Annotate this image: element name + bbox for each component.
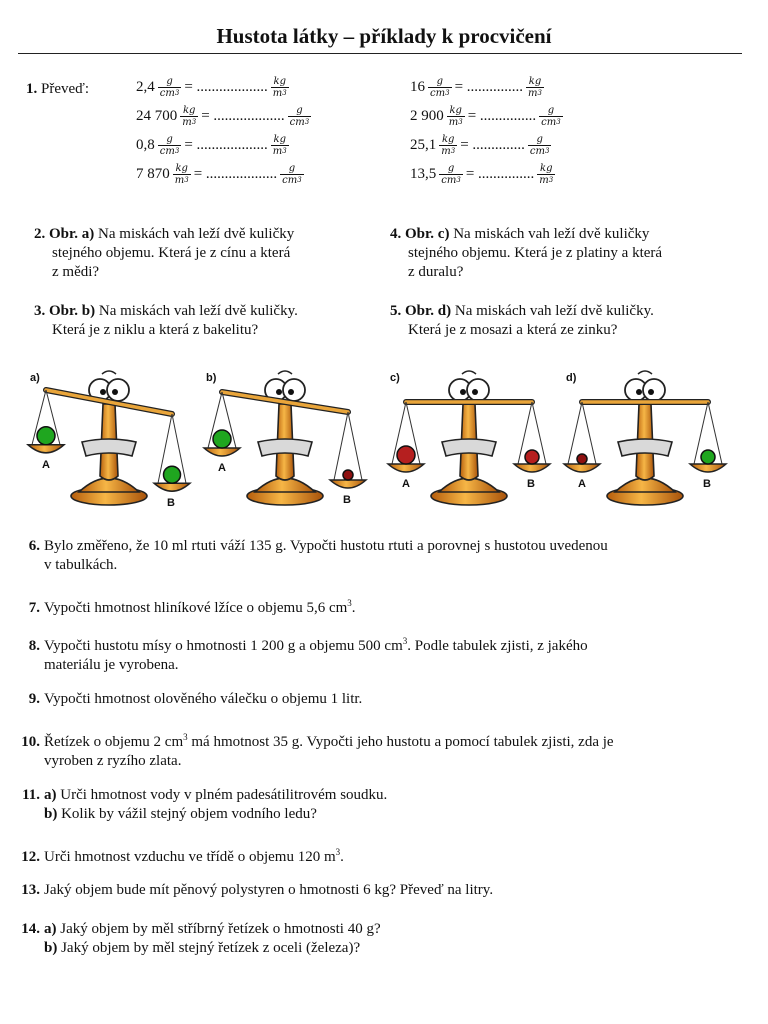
to-unit-fraction-numerator: kg [526,76,544,88]
task-6 [20,537,740,575]
from-unit-fraction-numerator: g [158,76,182,88]
conversion-value: 0,8 [136,136,155,153]
ball-a [37,427,55,445]
task-14-number: 14. [21,921,40,937]
from-unit-fraction-numerator: kg [447,105,465,117]
task-12-superscript: 3 [335,847,341,857]
from-unit-fraction [180,105,198,128]
to-unit-fraction [526,76,544,99]
q1-header [26,81,89,98]
task-6-line-1: Bylo změřeno, že 10 ml rtuti váží 135 g. Vypočti hustotu rtuti a porovnej s hustotou uvedenou [44,538,608,554]
question-4 [390,225,740,282]
conversion-value: 7 870 [136,165,170,182]
equals-sign: = [454,78,467,95]
to-unit-fraction [271,134,289,157]
task-9-line-1: Vypočti hmotnost olověného válečku o objemu 1 litr. [44,691,363,707]
task-7-superscript: 3 [347,598,352,608]
task-12 [20,843,740,867]
q4-text-2: stejného objemu. Která je z platiny a která [408,245,663,261]
balance-scale-drawing [200,364,370,514]
to-unit-fraction-numerator: kg [271,76,289,88]
task-9 [20,690,740,709]
title-rule [18,53,742,54]
from-unit-fraction-denominator: $m^3$ [174,175,189,186]
from-unit-fraction-numerator: kg [173,163,191,175]
question-5 [390,302,740,340]
to-unit-fraction-numerator: g [280,163,304,175]
q4-text-3: z duralu? [408,264,464,280]
answer-blank[interactable]: ............... [466,78,524,95]
q5-text-1: Na miskách vah leží dvě kuličky. [451,303,654,319]
q4-number: 4. [390,226,402,242]
task-13-line-1: Jaký objem bude mít pěnový polystyren o hmotnosti 6 kg? Převeď na litry. [44,882,494,898]
balance-figure [560,364,730,514]
equals-sign: = [460,136,473,153]
conversion-value: 16 [410,78,425,95]
to-unit-fraction-numerator: g [288,105,312,117]
ball-b [525,450,539,464]
q5-number: 5. [390,303,402,319]
task-10-superscript: 3 [183,732,188,742]
pan-label-b: B [343,494,351,506]
to-unit-fraction-numerator: kg [537,163,555,175]
to-unit-fraction [288,105,312,128]
task-11a-text: Urči hmotnost vody v plném padesátilitrovém soudku. [56,787,388,803]
conversion-value: 13,5 [410,165,437,182]
to-unit-fraction-denominator: $m^3$ [528,88,542,99]
balance-figure [24,364,194,514]
question-2 [34,225,364,282]
from-unit-fraction-denominator: $cm^3$ [441,175,461,186]
q5-text-2: Která je z mosazi a která ze zinku? [408,322,618,338]
ball-a [213,430,231,448]
equals-sign: = [467,107,480,124]
to-unit-fraction-denominator: $cm^3$ [541,117,561,128]
from-unit-fraction [439,163,463,186]
equals-sign: = [184,78,197,95]
task-13 [20,881,740,900]
task-10-line-1: Řetízek o objemu 2 cm [44,734,184,750]
pan-label-a: A [218,462,226,474]
conversion-row [410,105,566,128]
task-6-line-2: v tabulkách. [44,557,118,573]
q2-number: 2. [34,226,46,242]
figure-label: b) [206,372,217,384]
task-7 [20,594,740,618]
balance-scale-drawing [24,364,194,514]
task-11b-text: Kolik by vážil stejný objem vodního ledu? [57,806,317,822]
equals-sign: = [465,165,479,182]
to-unit-fraction-numerator: kg [271,134,289,146]
task-10-end: má hmotnost 35 g. Vypočti jeho hustotu a pomocí tabulek zjisti, zda je [187,734,614,750]
answer-blank[interactable]: ................... [205,165,278,182]
q2-figure-ref: Obr. a) [49,226,95,242]
from-unit-fraction-denominator: $cm^3$ [430,88,450,99]
to-unit-fraction-denominator: $m^3$ [272,88,287,99]
task-11b-label: b) [44,806,58,822]
q4-figure-ref: Obr. c) [405,226,450,242]
task-11 [20,786,740,824]
q3-text-1: Na miskách vah leží dvě kuličky. [95,303,298,319]
figure-label: d) [566,372,577,384]
task-8-line-2: materiálu je vyrobena. [44,657,179,673]
answer-blank[interactable]: ................... [213,107,285,124]
task-6-number: 6. [28,538,40,554]
task-14a-label: a) [44,921,57,937]
ball-a [397,446,415,464]
conversion-row [136,134,292,157]
task-8-number: 8. [28,638,40,654]
conversion-row [136,76,292,99]
from-unit-fraction-denominator: $m^3$ [441,146,456,157]
answer-blank[interactable]: ............... [479,107,537,124]
pan-label-a: A [402,478,410,490]
to-unit-fraction [537,163,555,186]
balance-scale-drawing [560,364,730,514]
from-unit-fraction-denominator: $m^3$ [448,117,463,128]
task-9-number: 9. [28,691,40,707]
task-8-end: . Podle tabulek zjisti, z jakého [407,638,588,654]
task-10 [20,728,740,771]
task-13-number: 13. [21,882,40,898]
task-8-line-1: Vypočti hustotu mísy o hmotnosti 1 200 g a objemu 500 cm [44,638,403,654]
pan-label-b: B [167,497,175,509]
answer-blank[interactable]: ............... [478,165,535,182]
from-unit-fraction-numerator: kg [180,105,198,117]
task-10-line-2: vyroben z ryzího zlata. [44,753,182,769]
answer-blank[interactable]: ................... [196,78,268,95]
conversion-row [136,163,307,186]
pan-label-a: A [42,459,50,471]
to-unit-fraction [539,105,563,128]
ball-b [701,450,715,464]
task-10-number: 10. [21,734,40,750]
conversion-value: 24 700 [136,107,178,124]
conversion-row [410,134,554,157]
from-unit-fraction [439,134,457,157]
from-unit-fraction-numerator: kg [439,134,457,146]
task-14 [20,920,740,958]
q4-text-1: Na miskách vah leží dvě kuličky [449,226,650,242]
to-unit-fraction-denominator: $cm^3$ [282,175,302,186]
equals-sign: = [201,107,214,124]
pan-label-b: B [703,478,711,490]
from-unit-fraction-numerator: g [428,76,452,88]
from-unit-fraction-denominator: $cm^3$ [159,88,180,99]
task-14b-label: b) [44,940,58,956]
q1-label: Převeď: [41,81,90,97]
to-unit-fraction-denominator: $m^3$ [539,175,554,186]
to-unit-fraction-numerator: g [539,105,563,117]
question-3 [34,302,364,340]
q1-number: 1. [26,81,38,97]
page-title: Hustota látky – příklady k procvičení [216,24,552,48]
from-unit-fraction-denominator: $m^3$ [182,117,197,128]
conversion-row [410,76,547,99]
pan-label-a: A [578,478,586,490]
ball-a [577,454,587,464]
task-14a-text: Jaký objem by měl stříbrný řetízek o hmotnosti 40 g? [56,921,381,937]
conversion-value: 25,1 [410,136,437,153]
from-unit-fraction [158,134,182,157]
balance-figure [384,364,554,514]
from-unit-fraction [173,163,191,186]
balance-scale-drawing [384,364,554,514]
ball-b [343,470,353,480]
q3-text-2: Která je z niklu a která z bakelitu? [52,322,259,338]
to-unit-fraction [271,76,289,99]
task-7-number: 7. [28,600,40,616]
task-12-line-1: Urči hmotnost vzduchu ve třídě o objemu 120 m [44,849,336,865]
answer-blank[interactable]: ................... [196,136,268,153]
equals-sign: = [184,136,197,153]
answer-blank[interactable]: .............. [472,136,525,153]
conversion-row [410,163,558,186]
from-unit-fraction-numerator: g [158,134,182,146]
q2-text-3: z mědi? [52,264,100,280]
q5-figure-ref: Obr. d) [405,303,452,319]
conversion-value: 2,4 [136,78,155,95]
pan-label-b: B [527,478,535,490]
to-unit-fraction-numerator: g [528,134,552,146]
q3-figure-ref: Obr. b) [49,303,96,319]
task-7-line-1: Vypočti hmotnost hliníkové lžíce o objemu 5,6 cm [44,600,348,616]
figure-label: a) [30,372,40,384]
to-unit-fraction [528,134,552,157]
figure-label: c) [390,372,400,384]
from-unit-fraction-numerator: g [439,163,463,175]
conversion-row [136,105,314,128]
task-14b-text: Jaký objem by měl stejný řetízek z oceli (železa)? [57,940,361,956]
to-unit-fraction-denominator: $cm^3$ [529,146,550,157]
from-unit-fraction [428,76,452,99]
task-11-number: 11. [22,787,40,803]
q2-text-2: stejného objemu. Která je z cínu a která [52,245,291,261]
task-11a-label: a) [44,787,57,803]
q3-number: 3. [34,303,46,319]
to-unit-fraction-denominator: $m^3$ [272,146,287,157]
to-unit-fraction-denominator: $cm^3$ [289,117,310,128]
task-8-superscript: 3 [402,636,408,646]
from-unit-fraction [158,76,182,99]
task-12-number: 12. [21,849,40,865]
conversion-value: 2 900 [410,107,444,124]
from-unit-fraction-denominator: $cm^3$ [159,146,180,157]
to-unit-fraction [280,163,304,186]
task-7-end: . [351,600,356,616]
q2-text-1: Na miskách vah leží dvě kuličky [94,226,295,242]
task-12-end: . [340,849,344,865]
task-8 [20,632,740,675]
from-unit-fraction [447,105,465,128]
ball-b [164,466,181,483]
equals-sign: = [193,165,206,182]
balance-figure [200,364,370,514]
